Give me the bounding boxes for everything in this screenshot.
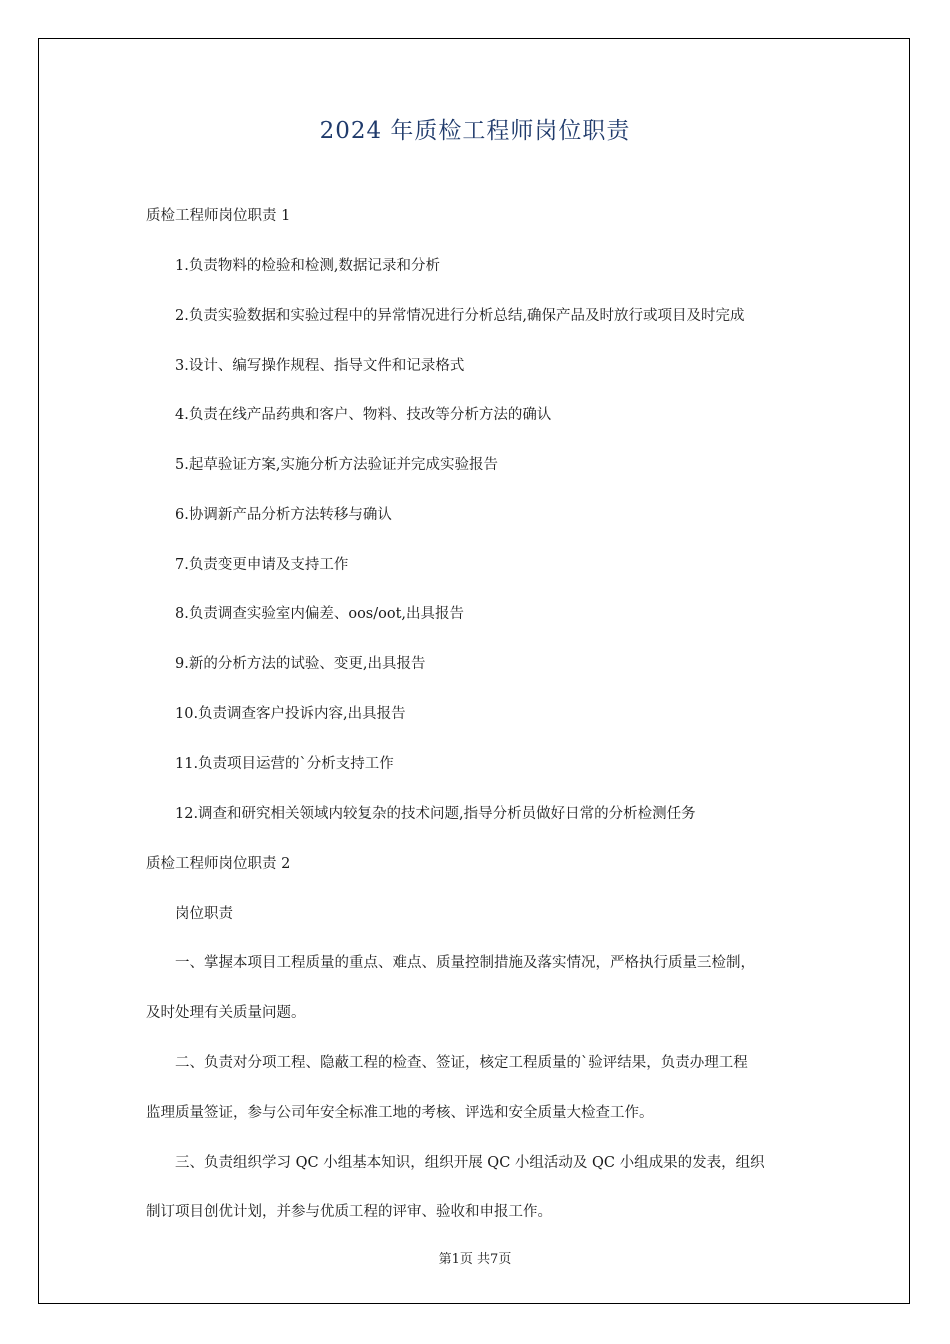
page-footer: 第1页 共7页 <box>438 1252 512 1267</box>
list-item: 5.起草验证方案,实施分析方法验证并完成实验报告 <box>175 457 498 473</box>
list-item: 9.新的分析方法的试验、变更,出具报告 <box>175 656 426 672</box>
paragraph-line: 一、掌握本项目工程质量的重点、难点、质量控制措施及落实情况，严格执行质量三检制， <box>175 955 755 971</box>
list-item: 7.负责变更申请及支持工作 <box>175 557 349 573</box>
paragraph-line: 三、负责组织学习 QC 小组基本知识，组织开展 QC 小组活动及 QC 小组成果的发表，组织 <box>175 1155 765 1171</box>
list-item: 12.调查和研究相关领域内较复杂的技术问题,指导分析员做好日常的分析检测任务 <box>175 806 696 822</box>
list-item: 11.负责项目运营的`分析支持工作 <box>175 756 394 772</box>
list-item: 10.负责调查客户投诉内容,出具报告 <box>175 706 406 722</box>
list-item: 6.协调新产品分析方法转移与确认 <box>175 507 392 523</box>
paragraph-line: 及时处理有关质量问题。 <box>146 1005 306 1021</box>
paragraph-line: 二、负责对分项工程、隐蔽工程的检查、签证，核定工程质量的`验评结果，负责办理工程 <box>175 1055 748 1071</box>
list-item: 3.设计、编写操作规程、指导文件和记录格式 <box>175 358 465 374</box>
list-item: 1.负责物料的检验和检测,数据记录和分析 <box>175 258 440 274</box>
section-1-heading: 质检工程师岗位职责 1 <box>146 208 291 224</box>
list-item: 8.负责调查实验室内偏差、oos/oot,出具报告 <box>175 606 465 622</box>
paragraph-line: 制订项目创优计划，并参与优质工程的评审、验收和申报工作。 <box>146 1204 552 1220</box>
list-item: 2.负责实验数据和实验过程中的异常情况进行分析总结,确保产品及时放行或项目及时完成 <box>175 308 745 324</box>
section-2-heading: 质检工程师岗位职责 2 <box>146 856 291 872</box>
list-item: 4.负责在线产品药典和客户、物料、技改等分析方法的确认 <box>175 407 552 423</box>
paragraph-line: 监理质量签证，参与公司年安全标准工地的考核、评选和安全质量大检查工作。 <box>146 1105 654 1121</box>
document-title: 2024 年质检工程师岗位职责 <box>319 118 631 144</box>
section-2-subheading: 岗位职责 <box>175 906 233 922</box>
